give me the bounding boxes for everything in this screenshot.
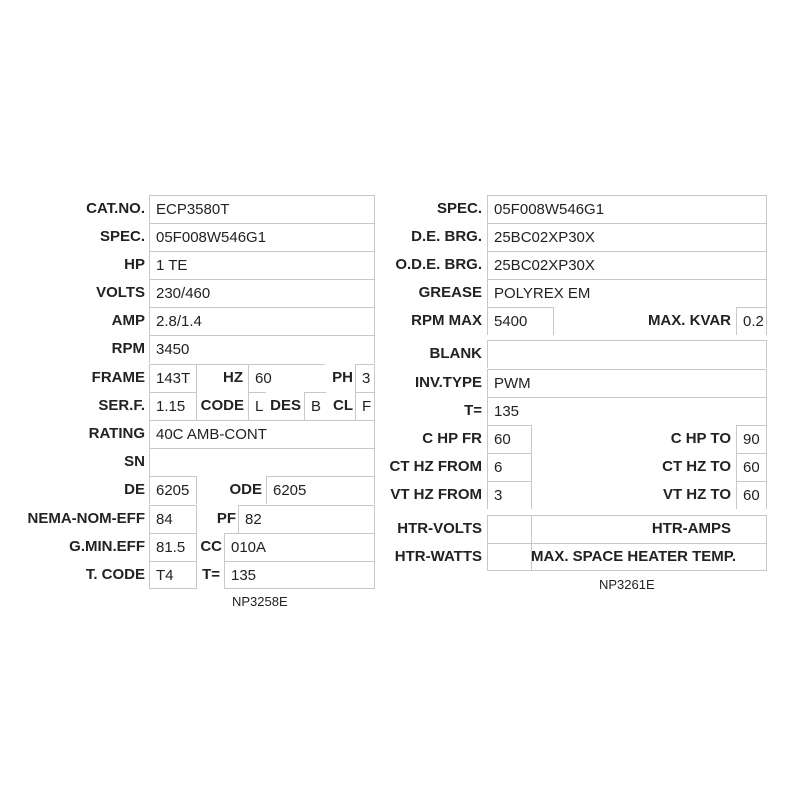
ode-value: 6205 [266, 476, 375, 504]
de-brg-value: 25BC02XP30X [487, 223, 767, 251]
hz-value: 60 [248, 364, 325, 392]
amp-label: AMP [111, 312, 145, 329]
gmin-value: 81.5 [149, 533, 196, 561]
blank-label: BLANK [429, 345, 482, 362]
frame-label: FRAME [91, 369, 145, 386]
rpm-max-label: RPM MAX [411, 312, 482, 329]
t-label: T= [202, 566, 220, 583]
cthz-to-value: 60 [736, 453, 767, 481]
volts-label: VOLTS [96, 284, 145, 301]
cc-label: CC [200, 538, 222, 555]
sn-label: SN [124, 453, 145, 470]
des-value: B [304, 392, 326, 420]
kvar-label: MAX. KVAR [647, 312, 731, 329]
sn-value [149, 448, 375, 476]
grease-value: POLYREX EM [487, 279, 767, 307]
cl-value: F [355, 392, 375, 420]
chp-fr-label: C HP FR [422, 430, 482, 447]
ode-brg-value: 25BC02XP30X [487, 251, 767, 279]
cat-no-value: ECP3580T [149, 195, 375, 223]
chp-to-value: 90 [736, 425, 767, 453]
ode-brg-label: O.D.E. BRG. [395, 256, 482, 273]
pf-label: PF [216, 510, 236, 527]
plate-id-left: NP3258E [232, 594, 288, 609]
volts-value: 230/460 [149, 279, 375, 307]
cthz-from-label: CT HZ FROM [389, 458, 482, 475]
rpm-value: 3450 [149, 335, 375, 363]
r-spec-label: SPEC. [436, 200, 482, 217]
frame-value: 143T [149, 364, 196, 392]
rpm-max-value: 5400 [487, 307, 553, 335]
vthz-to-value: 60 [736, 481, 767, 509]
rating-value: 40C AMB-CONT [149, 420, 375, 448]
t-value: 135 [224, 561, 375, 589]
r-spec-value: 05F008W546G1 [487, 195, 767, 223]
nema-label: NEMA-NOM-EFF [27, 510, 145, 527]
gmin-label: G.MIN.EFF [69, 538, 145, 555]
cl-label: CL [333, 397, 353, 414]
vthz-to-label: VT HZ TO [662, 486, 731, 503]
r-t-label: T= [464, 402, 482, 419]
kvar-value: 0.2 [736, 307, 767, 335]
de-value: 6205 [149, 476, 196, 504]
ph-label: PH [332, 369, 353, 386]
hp-label: HP [124, 256, 145, 273]
amp-value: 2.8/1.4 [149, 307, 375, 335]
ode-label: ODE [229, 481, 262, 498]
htr-volts-label: HTR-VOLTS [397, 520, 482, 537]
ph-value: 3 [355, 364, 375, 392]
chp-to-label: C HP TO [670, 430, 731, 447]
vthz-from-value: 3 [487, 481, 531, 509]
tcode-value: T4 [149, 561, 196, 589]
pf-value: 82 [238, 505, 375, 533]
rpm-label: RPM [111, 340, 145, 357]
htr-amps-label: HTR-AMPS [651, 520, 731, 537]
grease-label: GREASE [418, 284, 482, 301]
spec-label: SPEC. [99, 228, 145, 245]
hp-value: 1 TE [149, 251, 375, 279]
code-value: L [248, 392, 266, 420]
r-t-value: 135 [487, 397, 767, 425]
htr-watts-label: HTR-WATTS [394, 548, 482, 565]
cthz-to-label: CT HZ TO [662, 458, 731, 475]
des-label: DES [270, 397, 301, 414]
nema-value: 84 [149, 505, 196, 533]
inv-type-label: INV.TYPE [415, 374, 482, 391]
rating-label: RATING [88, 425, 145, 442]
plate-id-right: NP3261E [599, 577, 655, 592]
inv-type-value: PWM [487, 369, 767, 397]
htr-watts-value [487, 543, 531, 571]
serf-label: SER.F. [98, 397, 145, 414]
serf-value: 1.15 [149, 392, 196, 420]
hz-label: HZ [223, 369, 243, 386]
chp-fr-value: 60 [487, 425, 531, 453]
blank-value [487, 340, 767, 368]
cat-no-label: CAT.NO. [86, 200, 145, 217]
cthz-from-value: 6 [487, 453, 531, 481]
code-label: CODE [200, 397, 244, 414]
heater-temp-label: MAX. SPACE HEATER TEMP. [531, 548, 737, 565]
htr-volts-value [487, 515, 531, 543]
cc-value: 010A [224, 533, 375, 561]
spec-value: 05F008W546G1 [149, 223, 375, 251]
tcode-label: T. CODE [85, 566, 145, 583]
vthz-from-label: VT HZ FROM [390, 486, 482, 503]
de-brg-label: D.E. BRG. [411, 228, 482, 245]
de-label: DE [124, 481, 145, 498]
